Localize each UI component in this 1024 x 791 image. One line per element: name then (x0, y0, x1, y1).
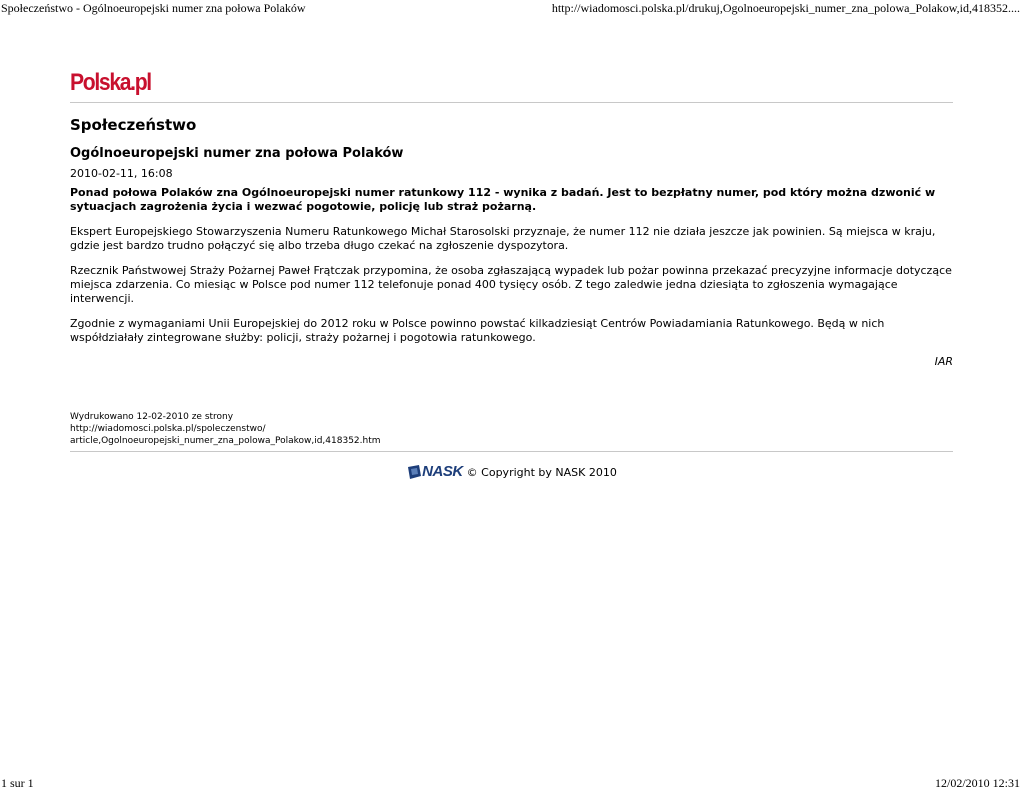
print-header-title: Społeczeństwo - Ogólnoeuropejski numer zna połowa Polaków (1, 1, 306, 15)
article-date: 2010-02-11, 16:08 (70, 167, 173, 180)
article-title: Ogólnoeuropejski numer zna połowa Polaków (70, 146, 404, 161)
article-lead: Ponad połowa Polaków zna Ogólnoeuropejski numer ratunkowy 112 - wynika z badań. Jest to bezpłatny numer, pod który można dzwonić w sytuacjach zagrożenia życia i wezwać pogotowie, policję lub straż pożarną. (70, 186, 936, 213)
copyright-text: © Copyright by NASK 2010 (466, 465, 617, 479)
nask-logo-text: NASK (422, 463, 463, 480)
print-header-url: http://wiadomosci.polska.pl/drukuj,Ogolnoeuropejski_numer_zna_polowa_Polakow,id,418352.... (551, 1, 1020, 15)
footer-divider (70, 451, 953, 452)
header-divider (70, 102, 953, 103)
nask-logo (406, 464, 463, 480)
nask-logo-icon (406, 464, 422, 480)
article-paragraph: Zgodnie z wymaganiami Unii Europejskiej do 2012 roku w Polsce powinno powstać kilkadziesiąt Centrów Powiadamiania Ratunkowego. Będą w nich współdziałały zintegrowane służby: policji, straży pożarnej i pogotowia ratunkowego. (70, 317, 885, 344)
article-paragraph: Ekspert Europejskiego Stowarzyszenia Numeru Ratunkowego Michał Starosolski przyznaje, że numer 112 nie działa jeszcze jak powinien. Są miejsca w kraju, gdzie jest bardzo trudno połączyć się albo trzeba długo czekać na zgłoszenie dyspozytora. (70, 225, 936, 252)
article-source: IAR (934, 355, 953, 368)
print-footer-page: 1 sur 1 (1, 776, 34, 790)
printed-page (70, 68, 953, 480)
print-footer-datetime: 12/02/2010 12:31 (934, 776, 1020, 790)
article-paragraph: Rzecznik Państwowej Straży Pożarnej Paweł Frątczak przypomina, że osoba zgłaszającą wypadek lub pożar powinna przekazać precyzyjne informacje dotyczące miejsca zdarzenia. Co miesiąc w Polsce pod numer 112 telefonuje ponad 400 tysięcy osób. Z tego zaledwie jedna dziesiąta to zgłoszenia wymagające interwencji. (70, 264, 952, 305)
printed-url-line: http://wiadomosci.polska.pl/spoleczenstwo/ (70, 424, 266, 434)
polska-logo (70, 68, 953, 98)
section-title: Społeczeństwo (70, 116, 197, 134)
printed-date-line: Wydrukowano 12-02-2010 ze strony (70, 412, 234, 422)
printed-url-line: article,Ogolnoeuropejski_numer_zna_polowa_Polakow,id,418352.htm (70, 436, 381, 446)
printed-from-note (70, 411, 953, 447)
copyright-footer (70, 464, 953, 480)
polska-logo-text: Polska.pl (70, 69, 151, 96)
